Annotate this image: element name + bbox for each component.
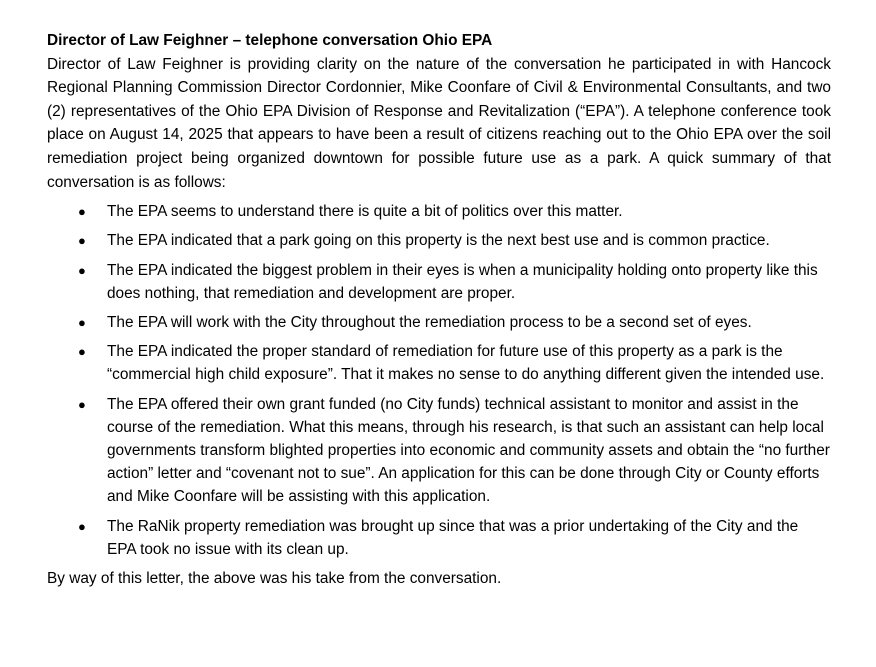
bullet-text: The EPA will work with the City throughout the remediation process to be a second set of eyes. [107, 313, 752, 331]
bullet-dot-icon: ● [78, 518, 86, 534]
bullet-dot-icon: ● [78, 314, 86, 330]
closing-paragraph: By way of this letter, the above was his take from the conversation. [47, 570, 502, 587]
bullet-dot-icon: ● [78, 233, 86, 249]
bullet-dot-icon: ● [78, 396, 86, 412]
summary-bullet-list [47, 200, 831, 561]
bullet-text: The EPA offered their own grant funded (no City funds) technical assistant to monitor and assist in the course of the remediation. What this means, through his research, is that such an assistant can help local governments transform blighted properties into economic and community assets and obtain the “no further action” letter and “covenant not to sue”. An application for this can be done through City or County efforts and Mike Coonfare will be assisting with this application. [107, 395, 830, 506]
bullet-item [47, 229, 831, 252]
bullet-text: The RaNik property remediation was brought up since that was a prior undertaking of the City and the EPA took no issue with its clean up. [107, 517, 799, 558]
bullet-item [47, 311, 831, 334]
bullet-text: The EPA indicated the proper standard of remediation for future use of this property as a park is the “commercial high child exposure”. That it makes no sense to do anything different given the intended use. [107, 343, 825, 384]
bullet-text: The EPA indicated that a park going on this property is the next best use and is common practice. [107, 232, 770, 250]
bullet-dot-icon: ● [78, 204, 86, 220]
bullet-item [47, 515, 831, 561]
bullet-item [47, 259, 831, 305]
bullet-text: The EPA indicated the biggest problem in their eyes is when a municipality holding onto property like this does nothing, that remediation and development are proper. [107, 261, 818, 302]
intro-paragraph: Director of Law Feighner is providing clarity on the nature of the conversation he participated in with Hancock Regional Planning Commission Director Cordonnier, Mike Coonfare of Civil & Environmental Consultants, and two (2) representatives of the Ohio EPA Division of Response and Revitalization (“EPA”). A telephone conference took place on August 14, 2025 that appears to have been a result of citizens reaching out to the Ohio EPA over the soil remediation project being organized downtown for possible future use as a park. A quick summary of that conversation is as follows: [47, 55, 831, 191]
bullet-item [47, 200, 831, 223]
bullet-text: The EPA seems to understand there is quite a bit of politics over this matter. [107, 203, 623, 221]
bullet-item [47, 393, 831, 509]
section-heading: Director of Law Feighner – telephone conversation Ohio EPA [47, 32, 493, 49]
bullet-dot-icon: ● [78, 262, 86, 278]
document-body [47, 29, 831, 591]
bullet-item [47, 340, 831, 386]
bullet-dot-icon: ● [78, 344, 86, 360]
